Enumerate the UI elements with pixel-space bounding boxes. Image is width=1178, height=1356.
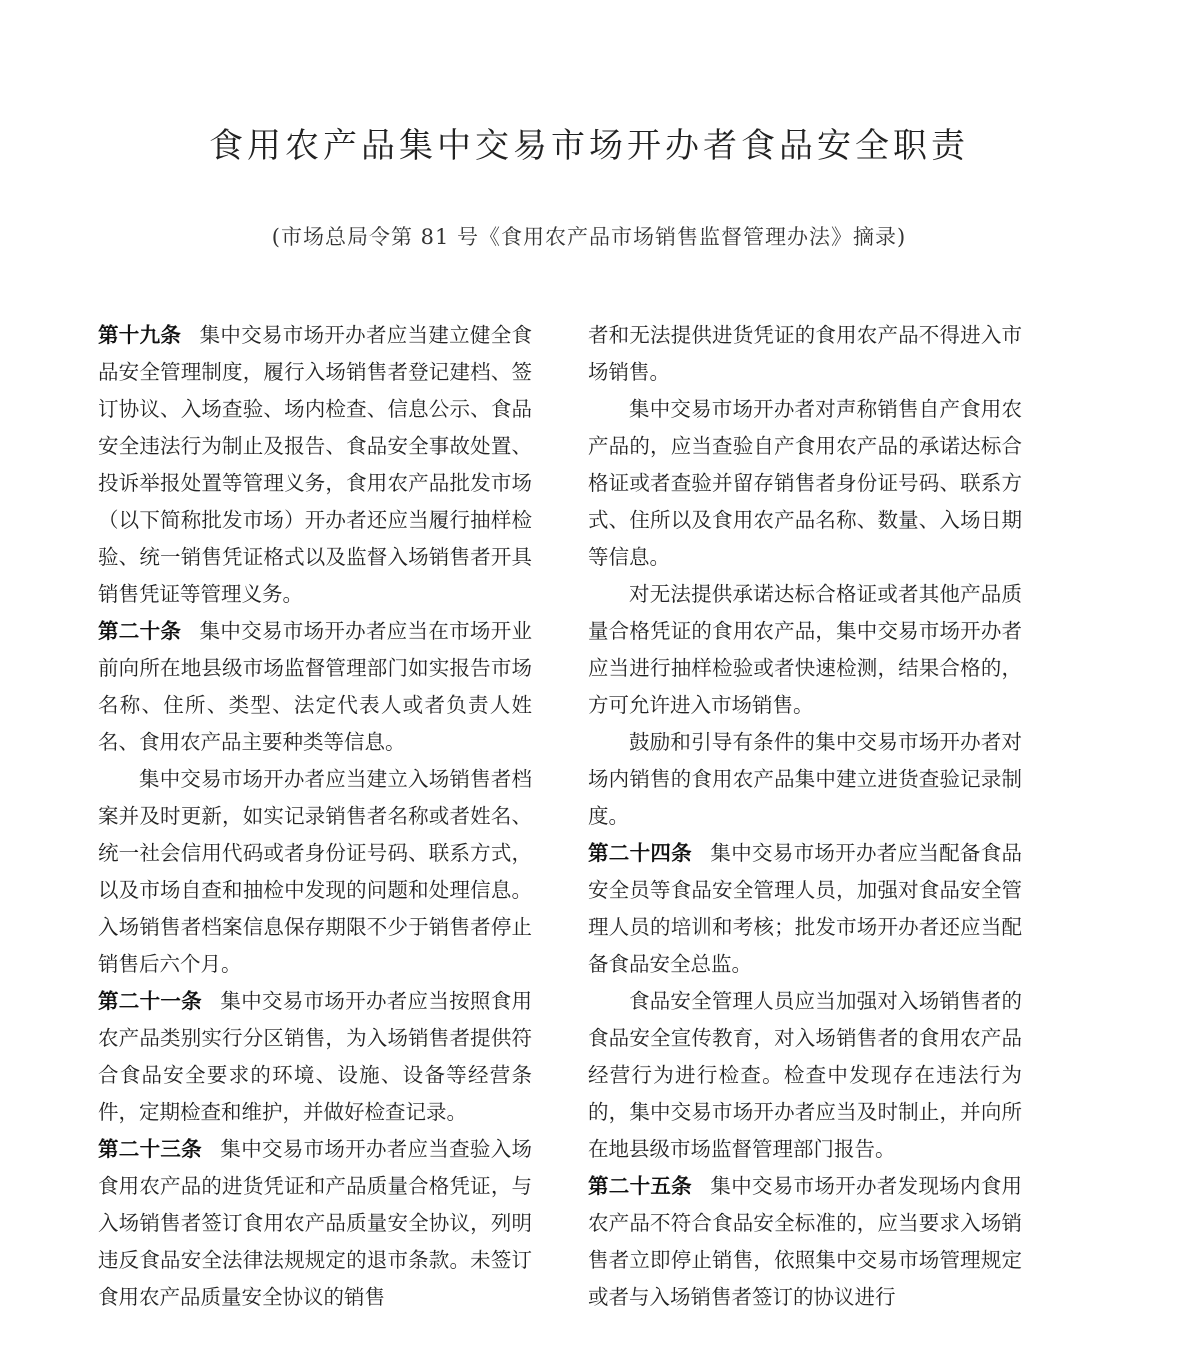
article-heading: 第十九条 [98, 323, 182, 347]
article-heading: 第二十三条 [98, 1137, 202, 1161]
article-21 [98, 983, 532, 1131]
document-title: 食用农产品集中交易市场开办者食品安全职责 [209, 126, 969, 166]
article-heading: 第二十一条 [98, 989, 202, 1013]
article-text: 集中交易市场开办者应当在市场开业前向所在地县级市场监督管理部门如实报告市场名称、住所、类型、法定代表人或者负责人姓名、食用农产品主要种类等信息。 [98, 619, 532, 754]
paragraph: 集中交易市场开办者对声称销售自产食用农产品的，应当查验自产食用农产品的承诺达标合格证或者查验并留存销售者身份证号码、联系方式、住所以及食用农产品名称、数量、入场日期等信息。 [588, 397, 1022, 569]
paragraph: 对无法提供承诺达标合格证或者其他产品质量合格凭证的食用农产品，集中交易市场开办者应当进行抽样检验或者快速检测，结果合格的，方可允许进入市场销售。 [588, 582, 1022, 717]
paragraph: 集中交易市场开办者应当建立入场销售者档案并及时更新，如实记录销售者名称或者姓名、统一社会信用代码或者身份证号码、联系方式，以及市场自查和抽检中发现的问题和处理信息。入场销售者档案信息保存期限不少于销售者停止销售后六个月。 [98, 767, 532, 976]
article-text: 集中交易市场开办者应当查验入场食用农产品的进货凭证和产品质量合格凭证，与入场销售者签订食用农产品质量安全协议，列明违反食品安全法律法规规定的退市条款。未签订食用农产品质量安全协议的销售 [98, 1137, 533, 1309]
article-text: 集中交易市场开办者应当按照食用农产品类别实行分区销售，为入场销售者提供符合食品安全要求的环境、设施、设备等经营条件，定期检查和维护，并做好检查记录。 [98, 989, 533, 1124]
article-heading: 第二十四条 [588, 841, 692, 865]
paragraph: 食品安全管理人员应当加强对入场销售者的食品安全宣传教育，对入场销售者的食用农产品经营行为进行检查。检查中发现存在违法行为的，集中交易市场开办者应当及时制止，并向所在地县级市场监督管理部门报告。 [588, 989, 1022, 1161]
article-text: 集中交易市场开办者应当建立健全食品安全管理制度，履行入场销售者登记建档、签订协议、入场查验、场内检查、信息公示、食品安全违法行为制止及报告、食品安全事故处置、投诉举报处置等管理义务，食用农产品批发市场（以下简称批发市场）开办者还应当履行抽样检验、统一销售凭证格式以及监督入场销售者开具销售凭证等管理义务。 [98, 323, 532, 606]
article-25 [588, 1168, 1022, 1316]
article-heading: 第二十五条 [588, 1174, 692, 1198]
article-heading: 第二十条 [98, 619, 182, 643]
article-20 [98, 613, 532, 761]
article-19 [98, 317, 532, 613]
left-column [98, 317, 532, 1316]
right-column [588, 317, 1022, 1316]
paragraph: 者和无法提供进货凭证的食用农产品不得进入市场销售。 [588, 323, 1022, 384]
paragraph: 鼓励和引导有条件的集中交易市场开办者对场内销售的食用农产品集中建立进货查验记录制度。 [588, 730, 1022, 828]
article-text: 集中交易市场开办者发现场内食用农产品不符合食品安全标准的，应当要求入场销售者立即停止销售，依照集中交易市场管理规定或者与入场销售者签订的协议进行 [588, 1174, 1023, 1309]
article-24 [588, 835, 1022, 983]
article-23 [98, 1131, 532, 1316]
document-subtitle: (市场总局令第 81 号《食用农产品市场销售监督管理办法》摘录) [271, 225, 907, 249]
article-text: 集中交易市场开办者应当配备食品安全员等食品安全管理人员，加强对食品安全管理人员的培训和考核；批发市场开办者还应当配备食品安全总监。 [588, 841, 1023, 976]
